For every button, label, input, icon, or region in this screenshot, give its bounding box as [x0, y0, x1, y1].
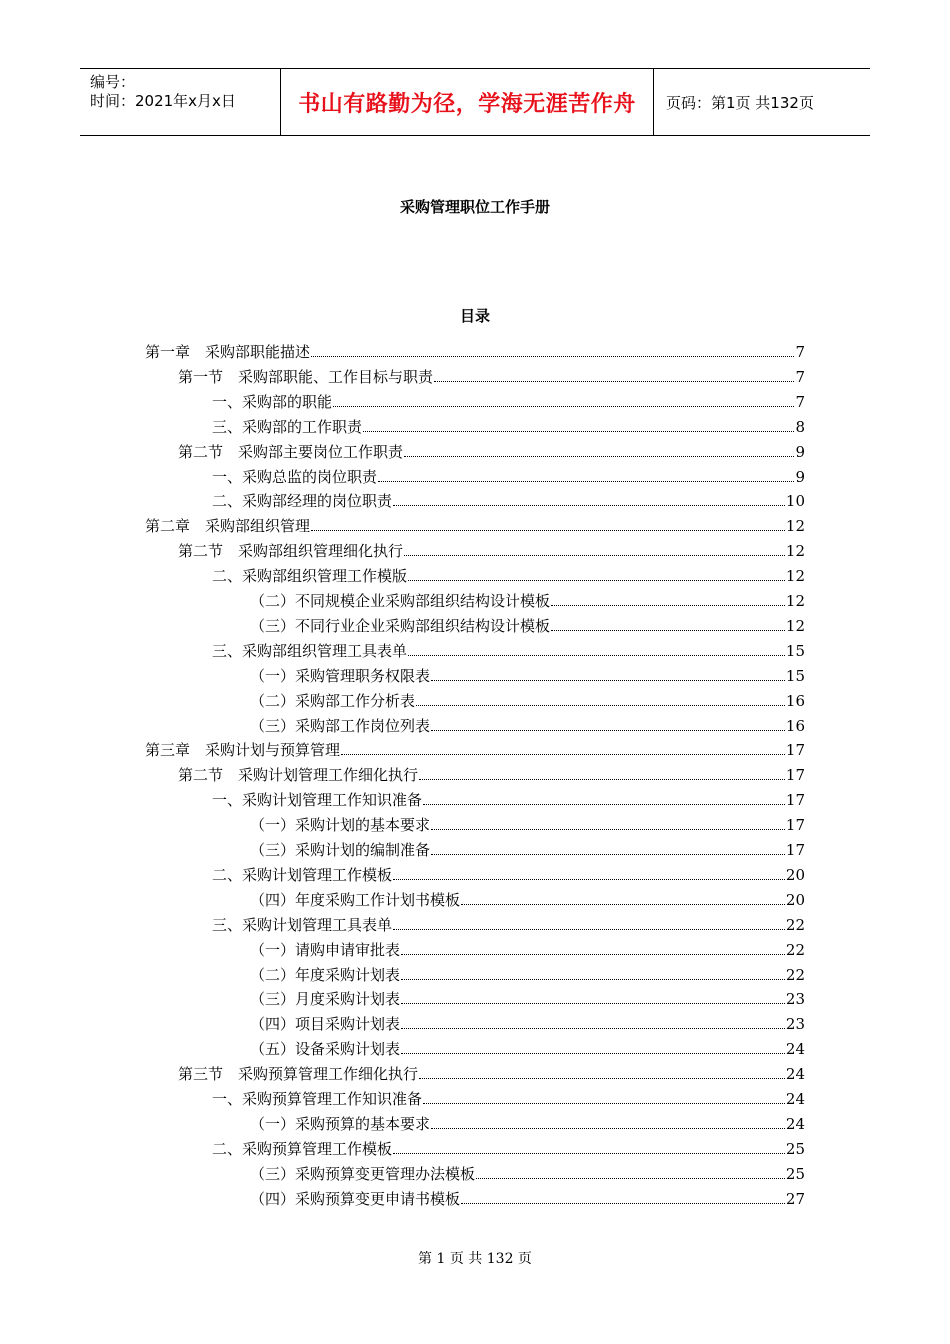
toc-entry-page: 24: [785, 1090, 805, 1108]
toc-entry-label: 第二节 采购部组织管理细化执行: [178, 542, 404, 561]
toc-entry[interactable]: [178, 761, 805, 785]
toc-entry-page: 9: [795, 467, 805, 486]
toc-entry[interactable]: [250, 612, 805, 636]
toc-entry-page: 15: [785, 641, 805, 660]
toc-entry[interactable]: [145, 736, 805, 760]
toc-entry-label: 第三节 采购预算管理工作细化执行: [178, 1065, 419, 1084]
toc-entry-label: （二）不同规模企业采购部组织结构设计模板: [250, 592, 551, 610]
toc-entry-page: 20: [785, 890, 805, 909]
toc-entry-label: 二、采购计划管理工作模板: [212, 865, 393, 884]
toc-entry[interactable]: [178, 537, 805, 561]
toc-entry-label: （五）设备采购计划表: [250, 1040, 401, 1059]
toc-entry-page: 8: [795, 417, 805, 436]
toc-entry-label: 二、采购部经理的岗位职责: [212, 492, 393, 511]
toc-entry[interactable]: [212, 911, 805, 935]
toc-leader-dots: [311, 530, 785, 531]
toc-entry-page: 12: [785, 517, 805, 536]
toc-leader-dots: [431, 730, 785, 731]
toc-entry-label: （二）采购部工作分析表: [250, 691, 416, 710]
toc-entry-label: 第二节 采购部主要岗位工作职责: [178, 442, 404, 461]
toc-leader-dots: [476, 1178, 785, 1179]
toc-entry-label: （一）采购管理职务权限表: [250, 666, 431, 685]
toc-entry[interactable]: [145, 512, 805, 536]
toc-entry-page: 17: [785, 766, 805, 785]
toc-entry[interactable]: [212, 861, 805, 885]
toc-entry-label: （一）采购计划的基本要求: [250, 816, 431, 835]
toc-entry-label: 一、采购预算管理工作知识准备: [212, 1090, 423, 1108]
toc-entry-page: 24: [785, 1040, 805, 1059]
toc-entry-page: 12: [785, 616, 805, 635]
toc-entry[interactable]: [250, 1160, 805, 1184]
toc-leader-dots: [401, 1003, 785, 1004]
toc-entry[interactable]: [212, 413, 805, 437]
toc-entry-label: （四）年度采购工作计划书模板: [250, 890, 461, 909]
toc-leader-dots: [404, 456, 794, 457]
header-table: [80, 68, 870, 136]
toc-leader-dots: [416, 705, 785, 706]
toc-leader-dots: [401, 979, 785, 980]
toc-entry[interactable]: [212, 487, 805, 511]
toc-entry[interactable]: [178, 1060, 805, 1084]
toc-entry-label: 三、采购部组织管理工具表单: [212, 641, 408, 660]
toc-entry-page: 17: [785, 841, 805, 859]
toc-leader-dots: [551, 605, 785, 606]
toc-entry-label: 第二章 采购部组织管理: [145, 517, 311, 536]
toc-entry-label: （一）请购申请审批表: [250, 940, 401, 959]
toc-leader-dots: [333, 406, 794, 407]
toc-entry-label: （二）年度采购计划表: [250, 965, 401, 984]
toc-entry[interactable]: [212, 388, 805, 412]
document-number-label: 编号：: [90, 73, 136, 91]
toc-leader-dots: [423, 1103, 785, 1104]
toc-leader-dots: [419, 1078, 785, 1079]
toc-entry-page: 12: [785, 567, 805, 586]
toc-entry[interactable]: [250, 587, 805, 611]
document-title: 采购管理职位工作手册: [399, 198, 550, 216]
toc-leader-dots: [311, 356, 794, 357]
toc-entry-label: 第一节 采购部职能、工作目标与职责: [178, 367, 434, 386]
toc-entry-page: 25: [785, 1139, 805, 1158]
toc-entry-page: 25: [785, 1164, 805, 1183]
toc-entry-label: 第一章 采购部职能描述: [145, 343, 311, 361]
toc-entry-label: （一）采购预算的基本要求: [250, 1114, 431, 1133]
document-time-label: 时间：2021年x月x日: [90, 92, 236, 110]
toc-leader-dots: [431, 1128, 785, 1129]
toc-leader-dots: [419, 779, 785, 780]
toc-leader-dots: [423, 804, 785, 805]
toc-entry-label: 三、采购部的工作职责: [212, 417, 363, 436]
toc-entry[interactable]: [212, 786, 805, 810]
toc-entry-page: 12: [785, 592, 805, 610]
toc-leader-dots: [401, 954, 785, 955]
toc-entry-label: 二、采购部组织管理工作模版: [212, 567, 408, 586]
toc-entry-page: 20: [785, 865, 805, 884]
toc-entry[interactable]: [212, 1135, 805, 1159]
header-page-info: 页码：第1页 共132页: [666, 93, 814, 112]
toc-entry-page: 16: [785, 691, 805, 710]
toc-entry[interactable]: [250, 1010, 805, 1034]
toc-entry-page: 7: [795, 343, 805, 361]
toc-leader-dots: [408, 655, 785, 656]
toc-entry[interactable]: [250, 662, 805, 686]
toc-leader-dots: [431, 829, 785, 830]
toc-entry-page: 9: [795, 442, 805, 461]
toc-entry-page: 22: [785, 965, 805, 984]
toc-entry[interactable]: [250, 687, 805, 711]
toc-entry[interactable]: [250, 712, 805, 736]
toc-title: 目录: [459, 307, 490, 325]
toc-entry[interactable]: [250, 961, 805, 985]
toc-entry-label: 一、采购计划管理工作知识准备: [212, 791, 423, 810]
toc-leader-dots: [401, 1053, 785, 1054]
toc-entry[interactable]: [250, 936, 805, 960]
toc-leader-dots: [393, 505, 785, 506]
toc-entry[interactable]: [250, 886, 805, 910]
toc-entry-page: 17: [785, 791, 805, 810]
toc-entry-page: 22: [785, 940, 805, 959]
toc-entry[interactable]: [250, 1185, 805, 1209]
toc-leader-dots: [431, 854, 785, 855]
toc-leader-dots: [431, 680, 785, 681]
toc-entry[interactable]: [212, 637, 805, 661]
toc-entry-page: 23: [785, 1015, 805, 1034]
toc-entry-label: 第三章 采购计划与预算管理: [145, 741, 341, 760]
toc-leader-dots: [408, 580, 785, 581]
toc-entry-label: （三）采购计划的编制准备: [250, 841, 431, 859]
toc-entry-page: 22: [785, 915, 805, 934]
toc-entry-page: 17: [785, 816, 805, 835]
toc-entry-page: 16: [785, 716, 805, 735]
toc-entry[interactable]: [178, 438, 805, 462]
header-motto: 书山有路勤为径，学海无涯苦作舟: [298, 90, 636, 117]
toc-entry-label: （三）不同行业企业采购部组织结构设计模板: [250, 616, 551, 635]
toc-entry[interactable]: [212, 562, 805, 586]
toc-entry[interactable]: [178, 363, 805, 387]
toc-entry-label: （四）项目采购计划表: [250, 1015, 401, 1034]
header-meta-cell: [80, 69, 281, 135]
toc-entry-page: 27: [785, 1189, 805, 1208]
toc-entry[interactable]: [250, 1035, 805, 1059]
toc-leader-dots: [393, 929, 785, 930]
toc-entry-label: （三）月度采购计划表: [250, 990, 401, 1009]
toc-entry-label: 第二节 采购计划管理工作细化执行: [178, 766, 419, 785]
toc-leader-dots: [393, 1153, 785, 1154]
header-motto-cell: [281, 69, 654, 135]
toc-entry[interactable]: [250, 836, 805, 860]
toc-leader-dots: [461, 1203, 785, 1204]
toc-leader-dots: [341, 754, 785, 755]
toc-entry-label: （三）采购预算变更管理办法模板: [250, 1164, 476, 1183]
toc-entry[interactable]: [250, 1110, 805, 1134]
toc-entry-page: 24: [785, 1065, 805, 1084]
toc-entry-page: 17: [785, 741, 805, 760]
toc-entry[interactable]: [145, 338, 805, 362]
toc-entry-label: 二、采购预算管理工作模板: [212, 1139, 393, 1158]
toc-entry-page: 7: [795, 392, 805, 411]
toc-entry-page: 24: [785, 1114, 805, 1133]
toc-entry[interactable]: [212, 1085, 805, 1109]
toc-leader-dots: [551, 630, 785, 631]
toc-entry-page: 15: [785, 666, 805, 685]
toc-leader-dots: [363, 431, 794, 432]
toc-entry-label: 一、采购部的职能: [212, 392, 333, 411]
toc-leader-dots: [461, 904, 785, 905]
toc-entry[interactable]: [250, 811, 805, 835]
toc-entry-page: 7: [795, 367, 805, 386]
toc-entry[interactable]: [212, 463, 805, 487]
toc-leader-dots: [404, 555, 785, 556]
toc-entry-page: 12: [785, 542, 805, 561]
toc-entry[interactable]: [250, 985, 805, 1009]
toc-leader-dots: [378, 481, 794, 482]
toc-entry-page: 10: [785, 492, 805, 511]
toc-leader-dots: [401, 1028, 785, 1029]
page-footer: 第 1 页 共 132 页: [418, 1251, 532, 1267]
toc-entry-label: （四）采购预算变更申请书模板: [250, 1189, 461, 1208]
toc-leader-dots: [434, 381, 794, 382]
toc-entry-label: 三、采购计划管理工具表单: [212, 915, 393, 934]
toc-entry-label: 一、采购总监的岗位职责: [212, 467, 378, 486]
toc-leader-dots: [393, 879, 785, 880]
toc-entry-page: 23: [785, 990, 805, 1009]
toc-entry-label: （三）采购部工作岗位列表: [250, 716, 431, 735]
